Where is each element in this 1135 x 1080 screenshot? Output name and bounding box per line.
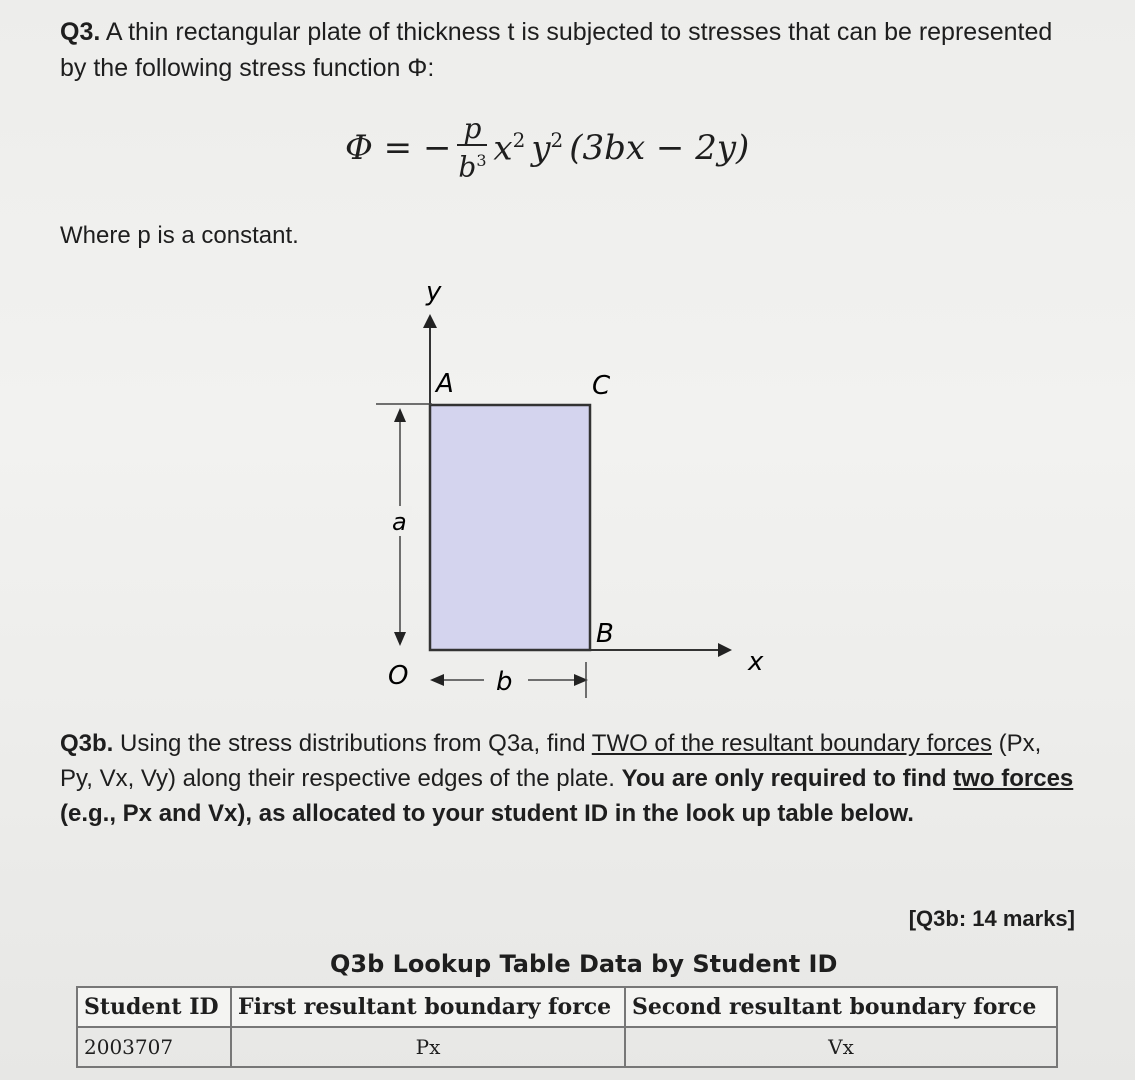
formula-x-term: $x^2$ (493, 127, 526, 169)
marks-label: [Q3b: 14 marks] (908, 906, 1075, 931)
cell-first-force: Px (231, 1027, 625, 1067)
plate-rectangle (430, 405, 590, 650)
corner-c-label: C (592, 371, 611, 401)
q3b-text-part-1: Using the stress distributions from Q3a, find (120, 730, 586, 757)
formula-denominator: $b^3$ (458, 150, 487, 184)
q3b-bold-2: (e.g., Px and Vx), as allocated to your student ID in the look up table below. (60, 800, 914, 827)
header-first-force: First resultant boundary force (231, 987, 625, 1027)
header-second-force: Second resultant boundary force (625, 987, 1057, 1027)
cell-second-force: Vx (625, 1027, 1057, 1067)
y-axis-arrow-icon (423, 314, 437, 328)
q3b-label: Q3b. (60, 730, 114, 757)
dim-b-label: b (496, 667, 513, 697)
corner-a-label: A (436, 369, 454, 399)
formula-fraction (457, 111, 487, 184)
formula-y-term: $y^2$ (531, 127, 564, 169)
where-text: Where p is a constant. (60, 222, 299, 249)
lookup-table (76, 986, 1058, 1068)
x-axis-label: x (748, 647, 764, 677)
q3b-bold-1: You are only required to find (621, 765, 947, 792)
corner-b-label: B (596, 619, 614, 649)
header-student-id: Student ID (77, 987, 231, 1027)
q3b-underlined-2: two forces (953, 765, 1074, 792)
dim-a-label: a (392, 508, 407, 536)
plate-diagram (360, 270, 800, 710)
q3b-text (60, 726, 1080, 831)
dim-a-up-arrow-icon (394, 408, 406, 422)
stress-function-formula (345, 102, 749, 194)
formula-lhs: Φ = − (345, 128, 452, 168)
x-axis-arrow-icon (718, 643, 732, 657)
table-header-row (77, 987, 1057, 1027)
dim-a-down-arrow-icon (394, 632, 406, 646)
table-row (77, 1027, 1057, 1067)
question-text (60, 14, 1060, 86)
table-title: Q3b Lookup Table Data by Student ID (330, 950, 838, 978)
cell-student-id: 2003707 (77, 1027, 231, 1067)
formula-numerator: p (457, 114, 487, 146)
question-label: Q3. (60, 18, 101, 46)
dim-b-left-arrow-icon (430, 674, 444, 686)
question-body: A thin rectangular plate of thickness t is subjected to stresses that can be represented by the following stress function Φ: (60, 18, 1053, 82)
q3b-text-part-2: (Px, Py, Vx, Vy) along their respective edges of the plate. (60, 730, 1042, 792)
y-axis-label: y (426, 277, 442, 307)
origin-label: O (388, 661, 409, 691)
q3b-underlined-1: TWO of the resultant boundary forces (591, 730, 992, 757)
formula-bracket: (3bx − 2y) (569, 128, 750, 168)
